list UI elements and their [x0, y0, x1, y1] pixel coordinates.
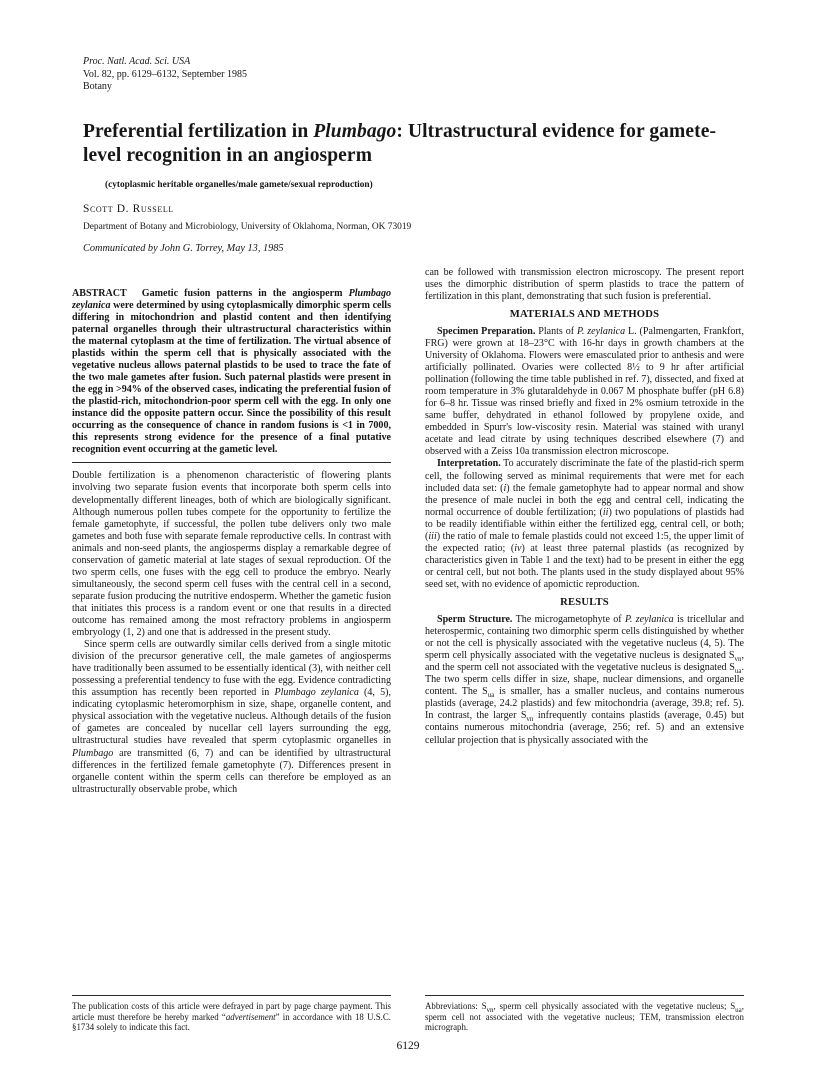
- section-heading-methods: MATERIALS AND METHODS: [509, 308, 660, 320]
- body-paragraph: Sperm Structure. The microgametophyte of P. zeylanica is tricellular and heterospermic, containing two dimorphic sperm cells distinguished by whether or not the cell is physically associated with the vegetative nucleus (4, 5). The sperm cell physically associated with the vegetative nucleus is designated $S_{vn}$, and the sperm cell not associated with the vegetative nucleus is designated $S_{ua}$. The two sperm cells differ in size, shape, nuclear dimensions, and organelle content. The $S_{ua}$ is smaller, has a smaller nucleus, and contains numerous plastids (average, 24.2 plastids) and few mitochondria (average, 39.8; ref. 5). In contrast, the larger $S_{vn}$ infrequently contains plastids (average, 0.45) but contains numerous mitochondria (average, 256; ref. 5) and an extensive cellular projection that is physically associated with the: [425, 614, 744, 746]
- body-paragraph: can be followed with transmission electron microscopy. The present report uses the dimorphic distribution of sperm plastids to trace the pattern of fertilization in this plant, demonstrating that such fusion is preferential.: [425, 266, 744, 302]
- author-affiliation: Department of Botany and Microbiology, University of Oklahoma, Norman, OK 73019: [83, 221, 412, 232]
- footnote-divider: [72, 995, 391, 996]
- communicated-line: Communicated by John G. Torrey, May 13, 1985: [83, 242, 284, 254]
- publication-costs-footnote: The publication costs of this article were defrayed in part by page charge payment. This article must therefore be hereby marked “advertisement” in accordance with 18 U.S.C. §1734 solely to indicate this fact.: [72, 1001, 391, 1033]
- section-heading-results: RESULTS: [560, 597, 609, 608]
- journal-volume-line: Vol. 82, pp. 6129–6132, September 1985: [83, 68, 247, 80]
- right-footnote-block: [425, 990, 744, 1033]
- abstract-divider: [72, 462, 391, 463]
- author-name: Scott D. Russell: [83, 202, 174, 215]
- keywords-line: (cytoplasmic heritable organelles/male gamete/sexual reproduction): [105, 179, 373, 190]
- journal-name: Proc. Natl. Acad. Sci. USA: [83, 56, 191, 67]
- right-column: [425, 267, 744, 1033]
- body-paragraph: Since sperm cells are outwardly similar cells derived from a single mitotic division of the precursor generative cell, the male gametes of angiosperms have traditionally been assumed to be essentially identical (3), with neither cell possessing a preferential tendency to fuse with the egg. Evidence contradicting this assumption has recently been reported in Plumbago zeylanica (4, 5), indicating cytoplasmic heteromorphism in size, shape, organelle content, and physical association with the vegetative nucleus. Although details of the fusion of gametes are concealed by nucellar cell layers surrounding the egg, ultrastructural studies have revealed that sperm cytoplasmic organelles in Plumbago are transmitted (6, 7) and can be identified by ultrastructural differences in the fertilized female gametophyte (7). Differences present in organelle content within the sperm cells can therefore be employed as an ultrastructurally observable probe, which: [72, 639, 391, 795]
- body-paragraph: Double fertilization is a phenomenon characteristic of flowering plants involving two separate fusion events that incorporate both sperm cells into developmentally different lineages, both of which are biologically significant. Although numerous pollen tubes compete for the opportunity to fertilize the female gametophyte, if successful, the pollen tube delivers only two male gametes and both fuse with separate female reproductive cells. In contrast with animals and non-seed plants, the angiosperms display a remarkable degree of conservation of gametic material at late stages of sexual reproduction. Of the two sperm cells, one fuses with the egg cell to produce the embryo. Nearly simultaneously, the second sperm cell fuses with the central cell in a second, separate fusion producing the nutritive endosperm. Whether the gametic fusion that initiates this process is a random event or one that results in a directed outcome has remained among the most refractory problems in angiosperm embryology (1, 2) and one that is addressed in the present study.: [72, 470, 391, 639]
- body-paragraph: Specimen Preparation. Plants of P. zeylanica L. (Palmengarten, Frankfort, FRG) were grown at 18–23°C with 16-hr days in growth chambers at the University of Oklahoma. Flowers were emasculated prior to anthesis and were artificially pollinated. Ovaries were collected 8½ to 9 hr after artificial pollination (following the time table published in ref. 7), dissected, and fixed at room temperature in 3% glutaraldehyde in 0.067 M phosphate buffer (pH 6.8) for 6–8 hr. Tissue was rinsed briefly and fixed in 2% osmium tetroxide in the same buffer, dehydrated in ethanol followed by propylene oxide, and embedded in Spurr's low-viscosity resin. Material was stained with uranyl acetate and lead citrate by using techniques described elsewhere (7) and observed with a Zeiss 10a transmission electron microscope.: [425, 325, 744, 458]
- page-number: 6129: [396, 1040, 420, 1052]
- abbreviations-footnote: Abbreviations: $S_{vn}$, sperm cell physically associated with the vegetative nucleus; $S_{ua}$, sperm cell not associated with the vegetative nucleus; TEM, transmission electron micrograph.: [425, 1001, 744, 1033]
- left-column: [72, 267, 391, 1033]
- two-column-body: [72, 267, 744, 1033]
- article-title: Preferential fertilization in Plumbago: Ultrastructural evidence for gamete-level recognition in an angiosperm: [83, 120, 717, 167]
- abstract-paragraph: ABSTRACT Gametic fusion patterns in the angiosperm Plumbago zeylanica were determined by using cytoplasmically dimorphic sperm cells differing in mitochondrion and plastid content and then identifying paternal organelles through their ultrastructural characteristics within the maternal cytoplasm at the time of fertilization. The virtual absence of plastids within the sperm cell that is physically associated with the vegetative nucleus allows paternal plastids to be used to trace the fate of the two male gametes after fusion. Such paternal plastids were present in the egg in >94% of the observed cases, indicating the preferential fusion of the plastid-rich, mitochondrion-poor sperm cell with the egg. In only one instance did the opposite pattern occur. Since the possibility of this result occurring as the consequence of chance in random fusions is <1 in 7000, this represents strong evidence for the presence of a final putative recognition event occurring at the gametic level.: [72, 287, 391, 456]
- footnote-divider: [425, 995, 744, 996]
- left-footnote-block: [72, 990, 391, 1033]
- journal-section: Botany: [83, 81, 112, 93]
- body-paragraph: Interpretation. To accurately discriminate the fate of the plastid-rich sperm cell, the following served as minimal requirements that were met for each included data set: (i) the female gametophyte had to appear normal and show the presence of male nuclei in both the egg and central cell, indicating the normal occurrence of double fertilization; (ii) two populations of plastids had to be readily identifiable within either the fertilized egg, central cell, or both; (iii) the ratio of male to female plastids could not exceed 1:5, the upper limit of the expected ratio; (iv) at least three paternal plastids (as recognized by characteristics given in Table 1 and the text) had to be present in either the egg or central cell, but not both. The plants used in the study displayed about 95% seed set, with no evidence of apomictic reproduction.: [425, 458, 744, 590]
- masthead: [72, 56, 744, 94]
